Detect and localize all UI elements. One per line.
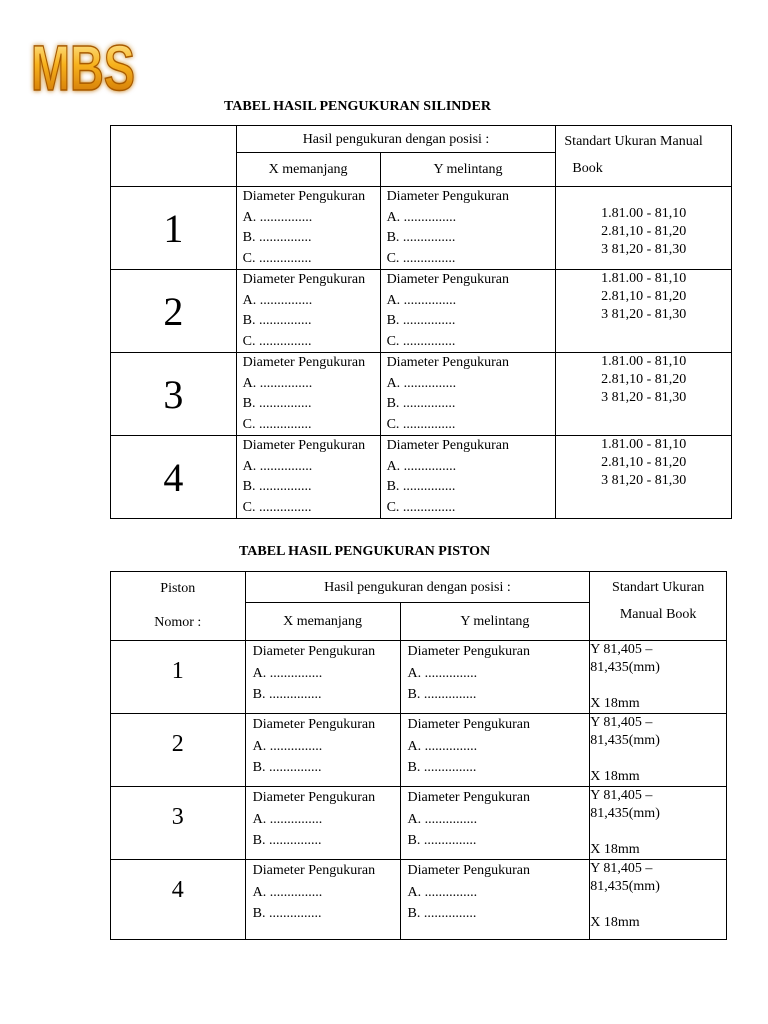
piston-std-line xyxy=(590,750,726,768)
piston-std-line: 81,435(mm) xyxy=(590,879,660,894)
cylinder-x-line: C. ............... xyxy=(242,416,312,432)
cylinder-y-line: C. ............... xyxy=(386,416,456,432)
cylinder-row xyxy=(111,270,732,353)
piston-y-line: A. ............... xyxy=(407,665,478,681)
cylinder-x-line: B. ............... xyxy=(242,479,312,494)
piston-y-line: A. ............... xyxy=(407,884,478,900)
mbs-logo xyxy=(28,30,138,102)
piston-std-cell xyxy=(590,787,727,860)
piston-y-line: A. ............... xyxy=(407,811,478,827)
cylinder-std-line: 3 81,20 - 81,30 xyxy=(601,307,687,322)
cylinder-std-line: 1.81.00 - 81,10 xyxy=(601,354,687,369)
cylinder-header-group: Hasil pengukuran dengan posisi : xyxy=(236,126,556,153)
piston-x-line: Diameter Pengukuran xyxy=(252,863,376,878)
piston-std-cell xyxy=(590,714,727,787)
cylinder-std-line2: Book xyxy=(572,161,603,176)
piston-header-group: Hasil pengukuran dengan posisi : xyxy=(245,572,590,603)
cylinder-header-empty xyxy=(111,126,237,187)
cylinder-x-line: A. ............... xyxy=(242,458,313,474)
cylinder-y-cell xyxy=(380,436,556,519)
cylinder-y-cell xyxy=(380,353,556,436)
cylinder-y-line: Diameter Pengukuran xyxy=(386,272,510,287)
cylinder-std-cell xyxy=(556,187,732,270)
cylinder-y-line: C. ............... xyxy=(386,333,456,349)
cylinder-row-number: 2 xyxy=(111,270,237,353)
cylinder-std-line: 1.81.00 - 81,10 xyxy=(601,206,687,221)
piston-x-cell xyxy=(245,787,400,860)
cylinder-std-line: 2.81,10 - 81,20 xyxy=(601,372,687,387)
piston-std-line: X 18mm xyxy=(590,769,640,784)
cylinder-y-cell xyxy=(380,187,556,270)
cylinder-std-line: 3 81,20 - 81,30 xyxy=(601,242,687,257)
piston-std-cell xyxy=(590,860,727,940)
cylinder-row-number: 3 xyxy=(111,353,237,436)
cylinder-y-line: Diameter Pengukuran xyxy=(386,189,510,204)
cylinder-y-line: B. ............... xyxy=(386,313,456,328)
cylinder-x-line: A. ............... xyxy=(242,209,313,225)
piston-x-line: B. ............... xyxy=(252,760,322,775)
piston-y-line: A. ............... xyxy=(407,738,478,754)
cylinder-y-cell xyxy=(380,270,556,353)
piston-header-number xyxy=(111,572,246,641)
cylinder-x-line: Diameter Pengukuran xyxy=(242,272,366,287)
cylinder-std-cell xyxy=(556,436,732,519)
cylinder-std-cell xyxy=(556,270,732,353)
piston-std-line: Y 81,405 – xyxy=(590,715,653,730)
piston-header-line2: Nomor : xyxy=(154,615,202,630)
cylinder-x-cell xyxy=(236,436,380,519)
piston-col-y: Y melintang xyxy=(400,603,590,641)
piston-y-cell xyxy=(400,714,590,787)
cylinder-col-y: Y melintang xyxy=(380,153,556,187)
piston-y-line: Diameter Pengukuran xyxy=(407,790,530,805)
piston-std-line: X 18mm xyxy=(590,696,640,711)
piston-std-line: 81,435(mm) xyxy=(590,660,660,675)
cylinder-row-number: 1 xyxy=(111,187,237,270)
piston-std-line: 81,435(mm) xyxy=(590,806,660,821)
piston-row xyxy=(111,641,727,714)
cylinder-x-cell xyxy=(236,187,380,270)
piston-y-line: B. ............... xyxy=(407,906,477,921)
piston-std-line: Y 81,405 – xyxy=(590,861,653,876)
piston-table-title: TABEL HASIL PENGUKURAN PISTON xyxy=(239,544,491,559)
piston-y-line: B. ............... xyxy=(407,833,477,848)
piston-x-line: Diameter Pengukuran xyxy=(252,644,376,659)
cylinder-y-line: Diameter Pengukuran xyxy=(386,438,510,453)
cylinder-y-line: Diameter Pengukuran xyxy=(386,355,510,370)
cylinder-y-line: A. ............... xyxy=(386,209,457,225)
piston-row-number: 3 xyxy=(111,787,246,860)
piston-std-line xyxy=(590,677,726,695)
piston-std-line: Y 81,405 – xyxy=(590,788,653,803)
cylinder-y-line: B. ............... xyxy=(386,230,456,245)
piston-x-line: A. ............... xyxy=(252,738,323,754)
piston-y-line: B. ............... xyxy=(407,760,477,775)
piston-x-cell xyxy=(245,860,400,940)
logo-text: MBS xyxy=(31,32,135,104)
cylinder-row xyxy=(111,436,732,519)
piston-header-line1: Piston xyxy=(160,581,196,596)
piston-x-line: Diameter Pengukuran xyxy=(252,790,376,805)
piston-row-number: 2 xyxy=(111,714,246,787)
cylinder-std-line: 2.81,10 - 81,20 xyxy=(601,455,687,470)
piston-std-line xyxy=(590,896,726,914)
cylinder-row xyxy=(111,353,732,436)
cylinder-col-x: X memanjang xyxy=(236,153,380,187)
piston-std-cell xyxy=(590,641,727,714)
piston-y-cell xyxy=(400,860,590,940)
cylinder-std-line: 3 81,20 - 81,30 xyxy=(601,390,687,405)
cylinder-table xyxy=(110,125,732,519)
piston-y-cell xyxy=(400,641,590,714)
cylinder-std-cell xyxy=(556,353,732,436)
piston-x-line: B. ............... xyxy=(252,687,322,702)
piston-y-line: Diameter Pengukuran xyxy=(407,644,530,659)
cylinder-x-line: Diameter Pengukuran xyxy=(242,438,366,453)
cylinder-x-line: Diameter Pengukuran xyxy=(242,189,366,204)
piston-row xyxy=(111,860,727,940)
piston-row xyxy=(111,714,727,787)
cylinder-x-line: B. ............... xyxy=(242,230,312,245)
piston-row-number: 1 xyxy=(111,641,246,714)
piston-col-x: X memanjang xyxy=(245,603,400,641)
piston-std-line1: Standart Ukuran xyxy=(612,580,705,595)
cylinder-x-line: C. ............... xyxy=(242,250,312,266)
cylinder-std-line: 1.81.00 - 81,10 xyxy=(601,437,687,452)
cylinder-y-line: C. ............... xyxy=(386,250,456,266)
cylinder-header-std xyxy=(556,126,732,187)
cylinder-x-line: B. ............... xyxy=(242,396,312,411)
cylinder-row xyxy=(111,187,732,270)
cylinder-y-line: C. ............... xyxy=(386,499,456,515)
piston-x-cell xyxy=(245,714,400,787)
cylinder-std-line: 2.81,10 - 81,20 xyxy=(601,289,687,304)
piston-std-line: 81,435(mm) xyxy=(590,733,660,748)
cylinder-x-cell xyxy=(236,353,380,436)
piston-row xyxy=(111,787,727,860)
piston-y-line: B. ............... xyxy=(407,687,477,702)
cylinder-x-line: C. ............... xyxy=(242,333,312,349)
cylinder-y-line: B. ............... xyxy=(386,479,456,494)
cylinder-y-line: A. ............... xyxy=(386,375,457,391)
piston-x-line: Diameter Pengukuran xyxy=(252,717,376,732)
cylinder-x-line: B. ............... xyxy=(242,313,312,328)
piston-header-std xyxy=(590,572,727,641)
piston-std-line: X 18mm xyxy=(590,842,640,857)
piston-y-cell xyxy=(400,787,590,860)
piston-x-line: B. ............... xyxy=(252,906,322,921)
cylinder-x-line: A. ............... xyxy=(242,375,313,391)
cylinder-std-line: 2.81,10 - 81,20 xyxy=(601,224,687,239)
cylinder-x-line: C. ............... xyxy=(242,499,312,515)
piston-std-line: X 18mm xyxy=(590,915,640,930)
piston-std-line2: Manual Book xyxy=(619,607,697,622)
piston-x-line: A. ............... xyxy=(252,811,323,827)
cylinder-row-number: 4 xyxy=(111,436,237,519)
piston-std-line xyxy=(590,823,726,841)
piston-std-line: Y 81,405 – xyxy=(590,642,653,657)
cylinder-x-cell xyxy=(236,270,380,353)
cylinder-x-line: A. ............... xyxy=(242,292,313,308)
piston-x-line: B. ............... xyxy=(252,833,322,848)
piston-x-cell xyxy=(245,641,400,714)
cylinder-table-title: TABEL HASIL PENGUKURAN SILINDER xyxy=(224,99,491,114)
piston-table xyxy=(110,571,727,940)
cylinder-x-line: Diameter Pengukuran xyxy=(242,355,366,370)
cylinder-y-line: B. ............... xyxy=(386,396,456,411)
cylinder-y-line: A. ............... xyxy=(386,292,457,308)
cylinder-std-line1: Standart Ukuran Manual xyxy=(564,134,703,149)
cylinder-std-line: 1.81.00 - 81,10 xyxy=(601,271,687,286)
piston-row-number: 4 xyxy=(111,860,246,940)
cylinder-std-line: 3 81,20 - 81,30 xyxy=(601,473,687,488)
piston-y-line: Diameter Pengukuran xyxy=(407,717,530,732)
piston-x-line: A. ............... xyxy=(252,884,323,900)
cylinder-y-line: A. ............... xyxy=(386,458,457,474)
piston-x-line: A. ............... xyxy=(252,665,323,681)
piston-y-line: Diameter Pengukuran xyxy=(407,863,530,878)
